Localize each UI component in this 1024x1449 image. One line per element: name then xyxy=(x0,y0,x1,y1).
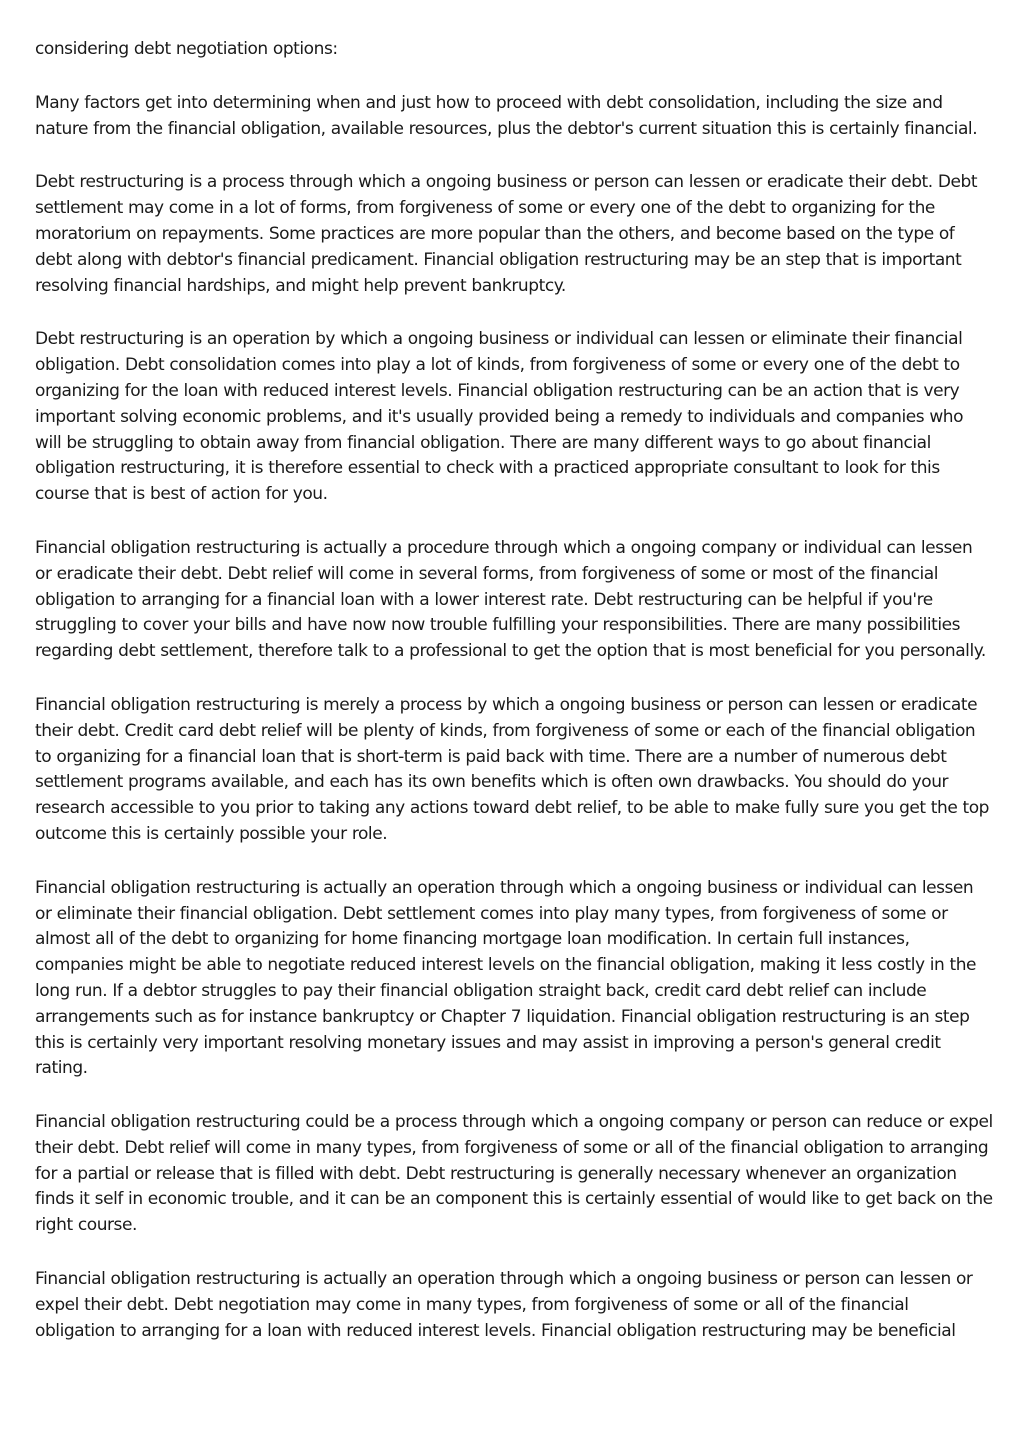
paragraph-4: Financial obligation restructuring is actually a procedure through which a ongoing company or individual can lessen or eradicate their debt. Debt relief will come in several forms, from forgiveness of some or most of the financial obligation to arranging for a financial loan with a lower interest rate. Debt restructuring can be helpful if you're struggling to cover your bills and have now now trouble fulfilling your responsibilities. There are many possibilities regarding debt settlement, therefore talk to a professional to get the option that is most beneficial for you personally. xyxy=(35,537,986,662)
paragraph-2: Debt restructuring is a process through which a ongoing business or person can lessen or eradicate their debt. Debt settlement may come in a lot of forms, from forgiveness of some or every one of the debt to organizing for the moratorium on repayments. Some practices are more popular than the others, and become based on the type of debt along with debtor's financial predicament. Financial obligation restructuring may be an step that is important resolving financial hardships, and might help prevent bankruptcy. xyxy=(35,172,978,296)
paragraph-7: Financial obligation restructuring could be a process through which a ongoing company or person can reduce or expel their debt. Debt relief will come in many types, from forgiveness of some or all of the financial obligation to arranging for a partial or release that is filled with debt. Debt restructuring is generally necessary whenever an organization finds it self in economic trouble, and it can be an component this is certainly essential of would like to get back on the right course. xyxy=(35,1112,993,1236)
paragraph-3: Debt restructuring is an operation by which a ongoing business or individual can lessen or eliminate their financial obligation. Debt consolidation comes into play a lot of kinds, from forgiveness of some or every one of the debt to organizing for the loan with reduced interest levels. Financial obligation restructuring can be an action that is very important solving economic problems, and it's usually provided being a remedy to individuals and companies who will be struggling to obtain away from financial obligation. There are many different ways to go about financial obligation restructuring, it is therefore essential to check with a practiced appropriate consultant to look for this course that is best of action for you. xyxy=(35,329,964,505)
paragraph-1: Many factors get into determining when and just how to proceed with debt consolidation, including the size and nature from the financial obligation, available resources, plus the debtor's current situation this is certainly financial. xyxy=(35,92,978,139)
document-body xyxy=(35,37,993,1372)
intro-line: considering debt negotiation options: xyxy=(35,39,338,59)
paragraph-5: Financial obligation restructuring is merely a process by which a ongoing business or person can lessen or eradicate their debt. Credit card debt relief will be plenty of kinds, from forgiveness of some or each of the financial obligation to organizing for a financial loan that is short-term is paid back with time. There are a number of numerous debt settlement programs available, and each has its own benefits which is often own drawbacks. You should do your research accessible to you prior to taking any actions toward debt relief, to be able to make fully sure you get the top outcome this is certainly possible your role. xyxy=(35,694,989,844)
paragraph-8: Financial obligation restructuring is actually an operation through which a ongoing business or person can lessen or expel their debt. Debt negotiation may come in many types, from forgiveness of some or all of the financial obligation to arranging for a loan with reduced interest levels. Financial obligation restructuring may be beneficial xyxy=(35,1269,973,1341)
paragraph-6: Financial obligation restructuring is actually an operation through which a ongoing business or individual can lessen or eliminate their financial obligation. Debt settlement comes into play many types, from forgiveness of some or almost all of the debt to organizing for home financing mortgage loan modification. In certain full instances, companies might be able to negotiate reduced interest levels on the financial obligation, making it less costly in the long run. If a debtor struggles to pay their financial obligation straight back, credit card debt relief can include arrangements such as for instance bankruptcy or Chapter 7 liquidation. Financial obligation restructuring is an step this is certainly very important resolving monetary issues and may assist in improving a person's general credit rating. xyxy=(35,877,977,1079)
